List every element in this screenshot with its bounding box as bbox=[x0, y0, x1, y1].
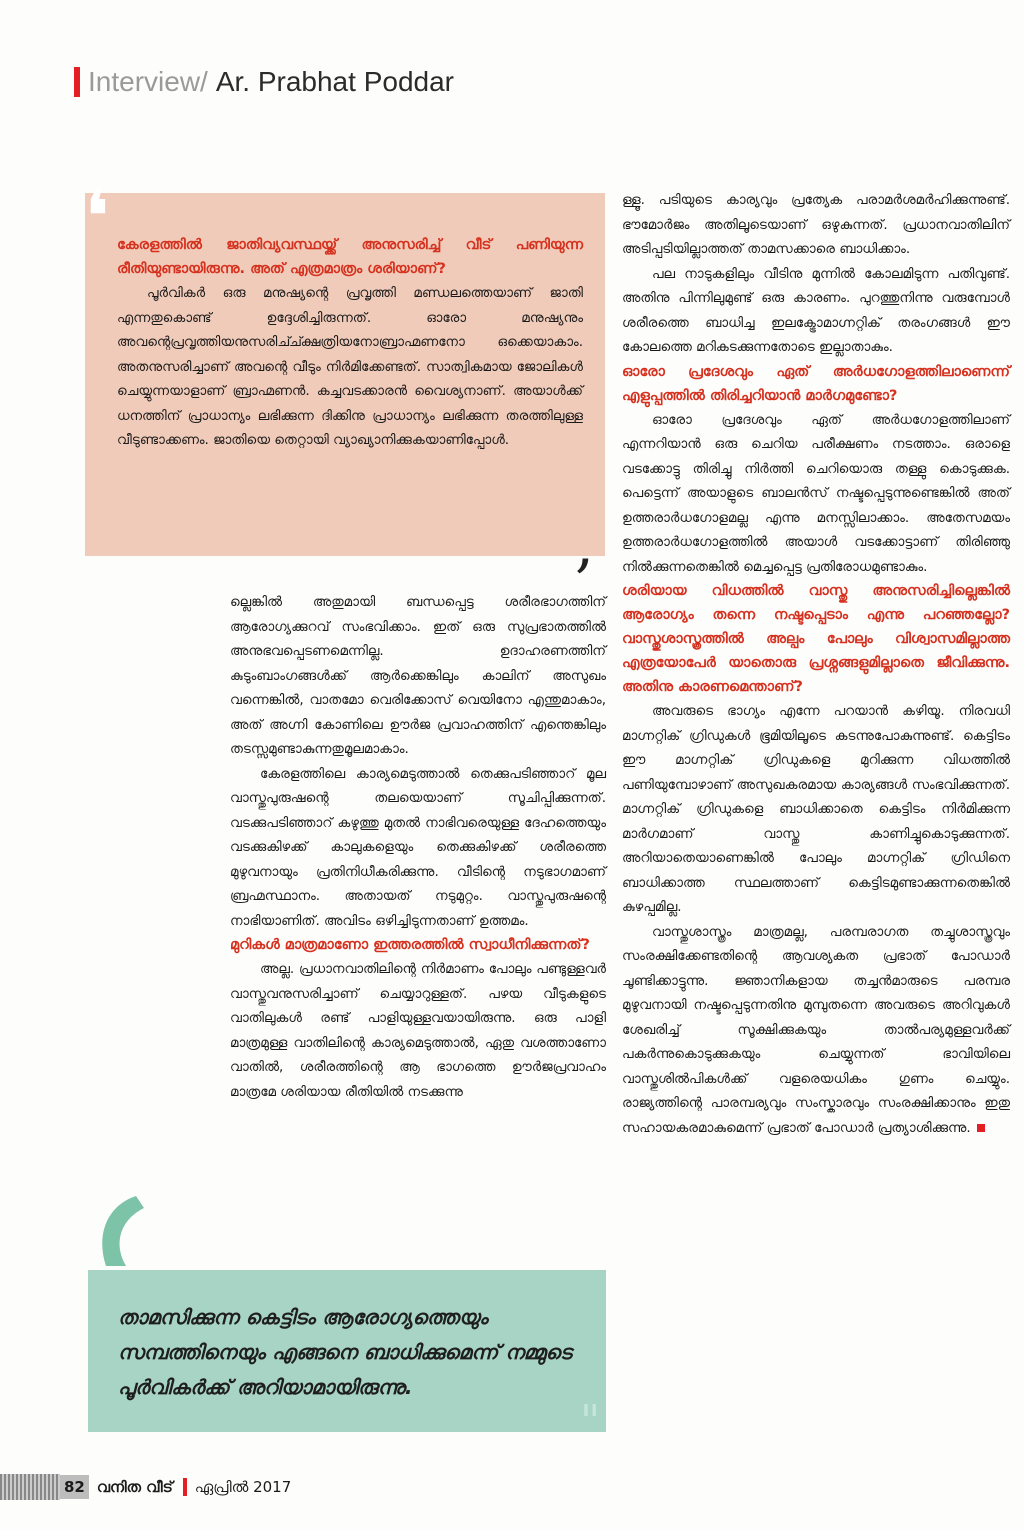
box-answer: പൂർവികർ ഒരു മനുഷ്യന്റെ പ്രവൃത്തി മണ്ഡലത്തെയാണ് ജാതി എന്നതുകൊണ്ട് ഉദ്ദേശിച്ചിരുന്നത്. ഓരോ മനുഷ്യനും അവന്റെപ്രവൃത്തിയനുസരിച്ച്ക്ഷത്രിയനോബ്രാഹ്മണനോ ഒക്കെയാകാം. അതനുസരിച്ചാണ് അവന്റെ വീടും നിർമിക്കേണ്ടത്. സാത്വികമായ ജോലികൾ ചെയ്യുന്നയാളാണ് ബ്രാഹ്മണൻ. കച്ചവടക്കാരൻ വൈശ്യനാണ്. അയാൾക്ക് ധനത്തിന് പ്രാധാന്യം ലഭിക്കുന്ന ദിക്കിനു പ്രാധാന്യം ലഭിക്കുന്ന തരത്തിലുള്ള വീടുണ്ടാക്കണം. ജാതിയെ തെറ്റായി വ്യാഖ്യാനിക്കുകയാണിപ്പോൾ. bbox=[117, 285, 583, 448]
issue-date: ഏപ്രിൽ 2017 bbox=[194, 1478, 292, 1496]
question-heading: മുറികൾ മാത്രമാണോ ഇത്തരത്തിൽ സ്വാധീനിക്കുന്നത്? bbox=[230, 937, 590, 953]
question-heading: ഓരോ പ്രദേശവും ഏത് അർധഗോളത്തിലാണെന്ന് എളുപ്പത്തിൽ തിരിച്ചറിയാൻ മാർഗമുണ്ടോ? bbox=[622, 363, 1010, 404]
footer-stripe bbox=[0, 1474, 60, 1500]
question-heading: ശരിയായ വിധത്തിൽ വാസ്തു അനുസരിച്ചില്ലെങ്കിൽ ആരോഗ്യം തന്നെ നഷ്ടപ്പെടാം എന്നു പറഞ്ഞല്ലോ? വാസ്തുശാസ്ത്രത്തിൽ അല്പം പോലും വിശ്വാസമില്ലാത്ത എത്രയോപേർ യാതൊരു പ്രശ്നങ്ങളുമില്ലാതെ ജീവിക്കുന്നു. അതിനു കാരണമെന്താണ്? bbox=[622, 583, 1010, 695]
section-label: Interview/ bbox=[88, 66, 208, 97]
paragraph: അല്ല. പ്രധാനവാതിലിന്റെ നിർമാണം പോലും പണ്ടുള്ളവർ വാസ്തുവനുസരിച്ചാണ് ചെയ്യാറുള്ളത്. പഴയ വീടുകളുടെ വാതിലുകൾ രണ്ട് പാളിയുള്ളവയായിരുന്നു. ഒരു പാളി മാത്രമുള്ള വാതിലിന്റെ കാര്യമെടുത്താൽ, ഏതു വശത്താണോ വാതിൽ, ശരീരത്തിന്റെ ആ ഭാഗത്തെ ഊർജപ്രവാഹം മാത്രമേ ശരിയായ രീതിയിൽ നടക്കുന്നു bbox=[230, 961, 606, 1100]
paragraph-final bbox=[622, 920, 1010, 1141]
end-mark-icon bbox=[977, 1124, 985, 1132]
end-quote-icon: " bbox=[580, 1396, 601, 1447]
highlight-box bbox=[85, 193, 605, 556]
paragraph: ല്ലെങ്കിൽ അതുമായി ബന്ധപ്പെട്ട ശരീരഭാഗത്തിന് ആരോഗ്യക്കുറവ് സംഭവിക്കാം. ഇത് ഒരു സുപ്രഭാതത്തിൽ അനുഭവപ്പെടണമെന്നില്ല. ഉദാഹരണത്തിന് കുടുംബാംഗങ്ങൾക്ക് ആർക്കെങ്കിലും കാലിന് അസുഖം വന്നെങ്കിൽ, വാതമോ വെരിക്കോസ് വെയിനോ എന്തുമാകാം, അത് അഗ്നി കോണിലെ ഊർജ പ്രവാഹത്തിന് എന്തെങ്കിലും തടസ്സമുണ്ടാകുന്നതുമൂലമാകാം. bbox=[230, 594, 606, 757]
footer-separator bbox=[183, 1478, 187, 1496]
pull-quote-box bbox=[88, 1270, 606, 1432]
interviewee-name: Ar. Prabhat Poddar bbox=[215, 66, 454, 97]
paragraph: കേരളത്തിലെ കാര്യമെടുത്താൽ തെക്കുപടിഞ്ഞാറ് മൂല വാസ്തുപുരുഷന്റെ തലയെയാണ് സൂചിപ്പിക്കുന്നത്. വടക്കുപടിഞ്ഞാറ് കഴുത്തു മുതൽ നാഭിവരെയുള്ള ദേഹത്തെയും വടക്കുകിഴക്ക് കാലുകളെയും തെക്കുകിഴക്ക് ശരീരത്തെ മുഴുവനായും പ്രതിനിധീകരിക്കുന്നു. വീടിന്റെ നടുഭാഗമാണ് ബ്രഹ്മസ്ഥാനം. അതായത് നടുമുറ്റം. വാസ്തുപുരുഷന്റെ നാഭിയാണിത്. അവിടം ഒഴിച്ചിടുന്നതാണ് ഉത്തമം. bbox=[230, 765, 606, 929]
paragraph: ള്ളൂ. പടിയുടെ കാര്യവും പ്രത്യേക പരാമർശമർഹിക്കുന്നുണ്ട്. ഭൗമോർജം അതിലൂടെയാണ് ഒഴുകുന്നത്. പ്രധാനവാതിലിന് അടിപ്പടിയില്ലാത്തത് താമസക്കാരെ ബാധിക്കാം. bbox=[622, 192, 1010, 257]
page-footer bbox=[0, 1470, 330, 1504]
box-question: കേരളത്തിൽ ജാതിവ്യവസ്ഥയ്ക്ക് അനുസരിച്ച് വീട് പണിയുന്ന രീതിയുണ്ടായിരുന്നു. അത് എത്രമാത്രം ശരിയാണ്? bbox=[117, 237, 583, 277]
pull-quote: താമസിക്കുന്ന കെട്ടിടം ആരോഗ്യത്തെയും സമ്പത്തിനെയും എങ്ങനെ ബാധിക്കുമെന്ന് നമ്മുടെ പൂർവികർക്ക് അറിയാമായിരുന്നു. bbox=[118, 1305, 572, 1399]
green-quote-icon bbox=[96, 1196, 152, 1272]
close-quote-icon: , bbox=[575, 510, 595, 580]
right-column bbox=[622, 188, 1010, 1140]
paragraph: ഓരോ പ്രദേശവും ഏത് അർധഗോളത്തിലാണ് എന്നറിയാൻ ഒരു ചെറിയ പരീക്ഷണം നടത്താം. ഒരാളെ വടക്കോട്ടു തിരിച്ചു നിർത്തി ചെറിയൊരു തള്ളു കൊടുക്കുക. പെട്ടെന്ന് അയാളുടെ ബാലൻസ് നഷ്ടപ്പെടുന്നുണ്ടെങ്കിൽ അത് ഉത്തരാർധഗോളമല്ല എന്നു മനസ്സിലാക്കാം. അതേസമയം ഉത്തരാർധഗോളത്തിൽ അയാൾ വടക്കോട്ടാണ് തിരിഞ്ഞു നിൽക്കുന്നതെങ്കിൽ മെച്ചപ്പെട്ട പ്രതിരോധമുണ്ടാകും. bbox=[622, 411, 1010, 575]
magazine-name: വനിത വീട് bbox=[96, 1478, 173, 1496]
final-text: വാസ്തുശാസ്ത്രം മാത്രമല്ല, പരമ്പരാഗത തച്ചുശാസ്ത്രവും സംരക്ഷിക്കേണ്ടതിന്റെ ആവശ്യകത പ്രഭാത് പോഡാർ ചൂണ്ടിക്കാട്ടുന്നു. ജ്ഞാനികളായ തച്ചൻമാരുടെ പരമ്പര മുഴുവനായി നഷ്ടപ്പെടുന്നതിനു മുമ്പുതന്നെ അവരുടെ അറിവുകൾ ശേഖരിച്ച് സൂക്ഷിക്കുകയും താൽപര്യമുള്ളവർക്ക് പകർന്നുകൊടുക്കുകയും ചെയ്യുന്നത് ഭാവിയിലെ വാസ്തുശിൽപികൾക്ക് വളരെയധികം ഗുണം ചെയ്യും. രാജ്യത്തിന്റെ പാരമ്പര്യവും സംസ്കാരവും സംരക്ഷിക്കാനും ഇതു സഹായകരമാകുമെന്ന് പ്രഭാത് പോഡാർ പ്രത്യാശിക്കുന്നു. bbox=[622, 923, 1010, 1136]
header-accent-bar bbox=[74, 67, 80, 97]
page-header bbox=[74, 62, 454, 102]
middle-column bbox=[230, 590, 606, 1104]
open-quote-icon: ❛ bbox=[84, 171, 110, 264]
page-number: 82 bbox=[60, 1475, 89, 1499]
paragraph: പല നാടുകളിലും വീടിനു മുന്നിൽ കോലമിടുന്ന പതിവുണ്ട്. അതിനു പിന്നിലുമുണ്ട് ഒരു കാരണം. പുറത്തുനിന്നു വരുമ്പോൾ ശരീരത്തെ ബാധിച്ച ഇലക്ട്രോമാഗ്നറ്റിക് തരംഗങ്ങൾ ഈ കോലത്തെ മറികടക്കുന്നതോടെ ഇല്ലാതാകും. bbox=[622, 265, 1010, 355]
paragraph: അവരുടെ ഭാഗ്യം എന്നേ പറയാൻ കഴിയൂ. നിരവധി മാഗ്നറ്റിക് ഗ്രിഡുകൾ ഭൂമിയിലൂടെ കടന്നുപോകുന്നുണ്ട്. കെട്ടിടം ഈ മാഗ്നറ്റിക് ഗ്രിഡുകളെ മുറിക്കുന്ന വിധത്തിൽ പണിയുമ്പോഴാണ് അസുഖകരമായ കാര്യങ്ങൾ സംഭവിക്കുന്നത്. മാഗ്നറ്റിക് ഗ്രിഡുകളെ ബാധിക്കാതെ കെട്ടിടം നിർമിക്കുന്ന മാർഗമാണ് വാസ്തു കാണിച്ചുകൊടുക്കുന്നത്. അറിയാതെയാണെങ്കിൽ പോലും മാഗ്നറ്റിക് ഗ്രിഡിനെ ബാധിക്കാത്ത സ്ഥലത്താണ് കെട്ടിടമുണ്ടാക്കുന്നതെങ്കിൽ കുഴപ്പമില്ല. bbox=[622, 703, 1010, 915]
